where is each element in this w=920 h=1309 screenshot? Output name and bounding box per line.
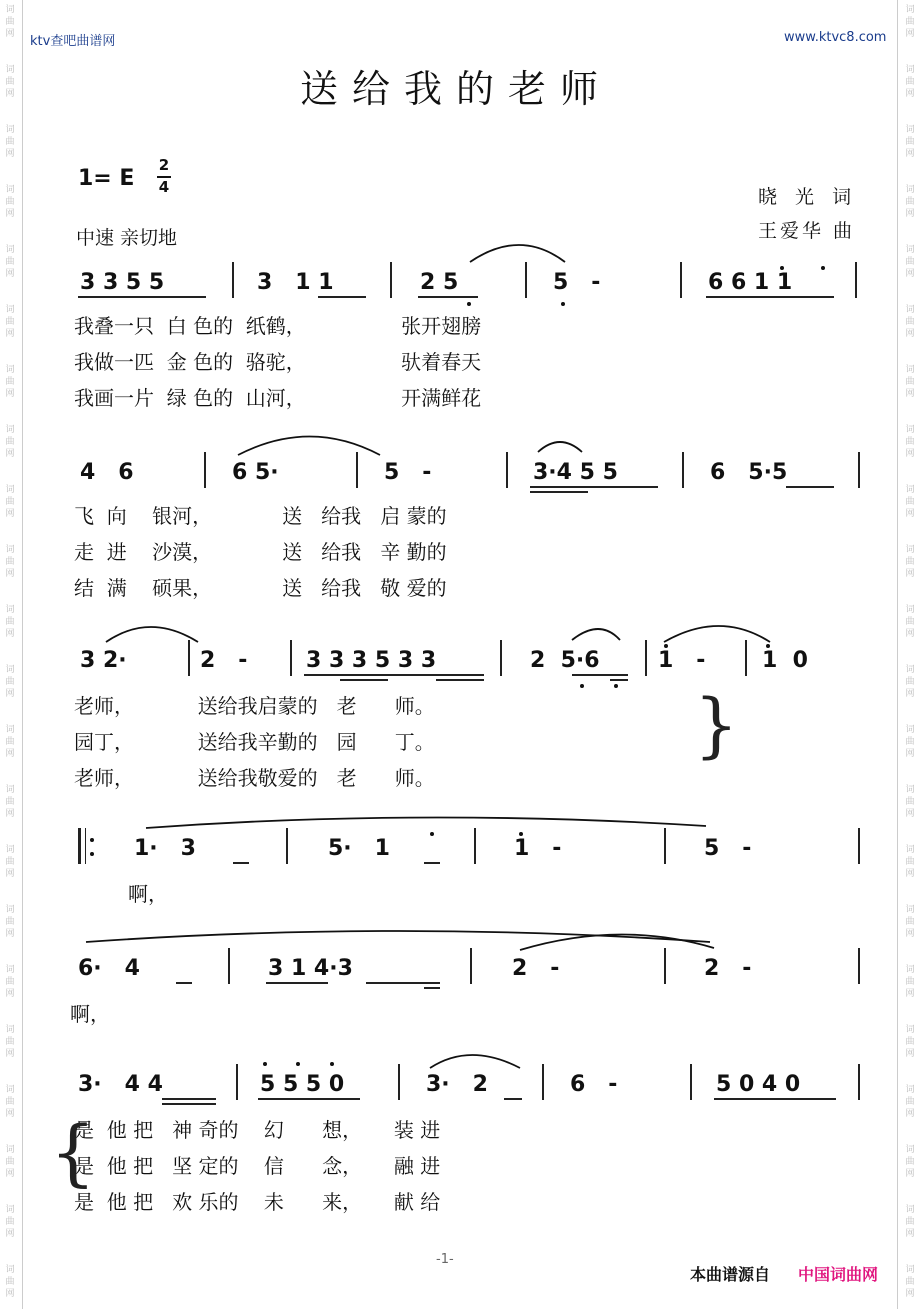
watermark-text: 词 曲 网: [905, 905, 915, 939]
measure: 6 5·: [232, 460, 279, 485]
measure: 6 6 1 1: [708, 270, 793, 295]
watermark-text: 词 曲 网: [905, 1025, 915, 1059]
watermark-text: 词 曲 网: [5, 305, 15, 339]
measure: 4 6: [80, 460, 134, 485]
watermark-text: 词 曲 网: [5, 1085, 15, 1119]
watermark-text: 词 曲 网: [5, 485, 15, 519]
measure: 3· 4 4: [78, 1072, 163, 1097]
watermark-text: 词 曲 网: [5, 365, 15, 399]
measure: 3 2·: [80, 648, 127, 673]
slur: [106, 627, 198, 642]
slur: [470, 245, 565, 262]
measure: 2 5: [420, 270, 459, 295]
watermark-text: 词 曲 网: [5, 725, 15, 759]
right-brace: }: [694, 684, 739, 766]
lyric-line: 啊，: [128, 882, 168, 906]
watermark-text: 词 曲 网: [5, 1145, 15, 1179]
watermark-text: 词 曲 网: [5, 965, 15, 999]
lyric-line: 我叠一只 白 色的 纸鹤， 张开翅膀: [74, 314, 482, 338]
watermark-text: 词 曲 网: [5, 1265, 15, 1299]
watermark-text: 词 曲 网: [5, 665, 15, 699]
lyric-line: 结 满 硕果， 送 给我 敬 爱的: [74, 576, 447, 600]
watermark-text: 词 曲 网: [905, 185, 915, 219]
watermark-text: 词 曲 网: [905, 665, 915, 699]
slur: [538, 442, 582, 452]
source-label: 本曲谱源自: [690, 1265, 771, 1284]
site-right[interactable]: www.ktvc8.com: [784, 30, 887, 45]
measure: 6 5·5: [710, 460, 788, 485]
measure: 5 -: [553, 270, 601, 295]
watermark-text: 词 曲 网: [905, 1145, 915, 1179]
watermark-text: 词 曲 网: [5, 5, 15, 39]
measure: 5 -: [384, 460, 432, 485]
lyric-line: 飞 向 银河， 送 给我 启 蒙的: [74, 504, 447, 528]
measure: 6· 4: [78, 956, 140, 981]
measure: 3 1 4·3: [268, 956, 353, 981]
lyric-line: 园丁， 送给我辛勤的 园 丁。: [74, 730, 435, 754]
watermark-text: 词 曲 网: [905, 845, 915, 879]
watermark-text: 词 曲 网: [5, 245, 15, 279]
watermark-text: 词 曲 网: [5, 605, 15, 639]
watermark-text: 词 曲 网: [905, 365, 915, 399]
measure: 3· 2: [426, 1072, 488, 1097]
measure: 5 0 4 0: [716, 1072, 801, 1097]
slur: [238, 437, 380, 456]
watermark-text: 词 曲 网: [905, 425, 915, 459]
lyric-line: 我画一片 绿 色的 山河， 开满鲜花: [74, 386, 482, 410]
measure: 6 -: [570, 1072, 618, 1097]
slur: [430, 1055, 520, 1068]
watermark-text: 词 曲 网: [905, 1205, 915, 1239]
slur: [86, 931, 710, 942]
measure: 2 5·6: [530, 648, 600, 673]
measure: 5 -: [704, 836, 752, 861]
time-signature-top: 2: [158, 156, 170, 174]
measure: 5 5 5 0: [260, 1072, 345, 1097]
watermark-text: 词 曲 网: [905, 5, 915, 39]
lyric-line: 老师， 送给我启蒙的 老 师。: [74, 694, 435, 718]
watermark-text: 词 曲 网: [905, 245, 915, 279]
lyric-line: 是 他 把 神 奇的 幻 想， 装 进: [74, 1118, 441, 1142]
measure: 3 3 3 5 3 3: [306, 648, 437, 673]
watermark-text: 词 曲 网: [5, 1025, 15, 1059]
measure: 2 -: [704, 956, 752, 981]
watermark-text: 词 曲 网: [905, 65, 915, 99]
lyric-line: 老师， 送给我敬爱的 老 师。: [74, 766, 435, 790]
watermark-text: 词 曲 网: [5, 1205, 15, 1239]
slur: [572, 629, 620, 640]
measure: 1 -: [658, 648, 706, 673]
composer: 王爱华 曲: [758, 220, 856, 242]
watermark-text: 词 曲 网: [5, 545, 15, 579]
measure: 2 -: [512, 956, 560, 981]
watermark-text: 词 曲 网: [905, 125, 915, 159]
lyric-line: 走 进 沙漠， 送 给我 辛 勤的: [74, 540, 447, 564]
watermark-text: 词 曲 网: [5, 905, 15, 939]
watermark-text: 词 曲 网: [905, 785, 915, 819]
page-number: -1-: [436, 1252, 454, 1267]
watermark-text: 词 曲 网: [905, 725, 915, 759]
watermark-text: 词 曲 网: [905, 1265, 915, 1299]
watermark-text: 词 曲 网: [905, 305, 915, 339]
watermark-text: 词 曲 网: [5, 125, 15, 159]
left-brace: {: [50, 1110, 96, 1194]
tempo-marking: 中速 亲切地: [76, 227, 178, 249]
slur: [146, 817, 706, 828]
time-signature-bottom: 4: [158, 178, 170, 196]
lyricist: 晓 光 词: [758, 186, 858, 208]
measure: 3·4 5 5: [533, 460, 618, 485]
watermark-text: 词 曲 网: [5, 65, 15, 99]
measure: 1 -: [514, 836, 562, 861]
watermark-text: 词 曲 网: [5, 785, 15, 819]
watermark-text: 词 曲 网: [905, 1085, 915, 1119]
watermark-text: 词 曲 网: [5, 185, 15, 219]
lyric-line: 是 他 把 欢 乐的 未 来， 献 给: [74, 1190, 441, 1214]
measure: 5· 1: [328, 836, 390, 861]
slur: [664, 626, 770, 642]
measure: 1 0: [762, 648, 808, 673]
key-signature: 1= E: [78, 166, 135, 191]
watermark-text: 词 曲 网: [905, 605, 915, 639]
lyric-line: 啊，: [70, 1002, 110, 1026]
lyric-line: 我做一匹 金 色的 骆驼， 驮着春天: [74, 350, 482, 374]
watermark-text: 词 曲 网: [5, 845, 15, 879]
watermark-text: 词 曲 网: [905, 545, 915, 579]
watermark-text: 词 曲 网: [905, 485, 915, 519]
measure: 1· 3: [134, 836, 196, 861]
watermark-text: 词 曲 网: [905, 965, 915, 999]
measure: 2 -: [200, 648, 248, 673]
song-title: 送给我的老师: [300, 67, 613, 111]
site-left[interactable]: ktv查吧曲谱网: [30, 34, 116, 49]
measure: 3 1 1: [257, 270, 334, 295]
measure: 3 3 5 5: [80, 270, 165, 295]
source-brand-link[interactable]: 中国词曲网: [798, 1265, 879, 1284]
lyric-line: 是 他 把 坚 定的 信 念， 融 进: [74, 1154, 441, 1178]
watermark-text: 词 曲 网: [5, 425, 15, 459]
